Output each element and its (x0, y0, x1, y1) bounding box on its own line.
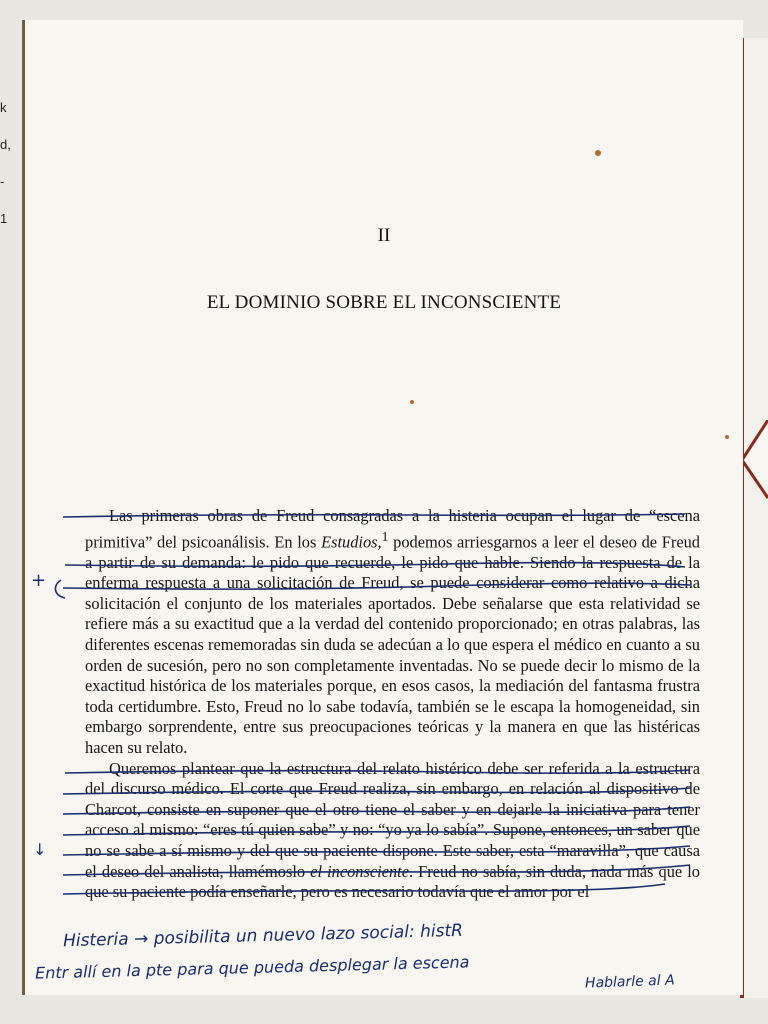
paper-spot (595, 150, 601, 156)
facing-page-edge (740, 38, 768, 998)
paragraph (85, 759, 700, 903)
paragraph-text: Las primeras obras de Freud consagradas a la histeria ocupan el lugar de “escena primitiva” del psicoanálisis. En los (85, 506, 700, 552)
handwritten-note-line-2: Entr allí en la pte para que pueda desplegar la escena (34, 952, 470, 983)
paper-spot (725, 435, 729, 439)
body-text (85, 506, 700, 903)
chapter-title: EL DOMINIO SOBRE EL INCONSCIENTE (206, 292, 562, 313)
paragraph (85, 506, 700, 759)
handwritten-note-line-3: Hablarle al A (584, 972, 675, 992)
spine-marks (0, 100, 18, 248)
handwritten-note-line-1: Histeria → posibilita un nuevo lazo social: histR (62, 920, 464, 952)
spine-mark: k (0, 100, 7, 115)
footnote-marker: 1 (381, 528, 389, 544)
paper-spot (410, 400, 414, 404)
italic-text: el inconsciente (310, 861, 409, 881)
margin-star-mark: + (31, 570, 47, 591)
italic-text: Estudios, (321, 532, 382, 552)
spine-mark: 1 (0, 211, 8, 226)
book-page (22, 20, 743, 995)
margin-arrow-mark: ↓ (33, 840, 47, 859)
spine-mark: d, (0, 137, 11, 152)
paragraph-text: . Freud no sabía, sin duda, nada más que lo que su paciente podía enseñarle, pero es necesario todavía que el amor por el (85, 861, 700, 902)
paragraph-text: Queremos plantear que la estructura del relato histérico debe ser referida a la estructura del discurso médico. El corte que Freud realiza, sin embargo, en relación al dispositivo de Charcot, consiste en suponer que el otro tiene el saber y en dejarle la iniciativa para tener acceso al mismo: “eres tú quien sabe” y no: “yo ya lo sabía”. Supone, entonces, un saber que no se sabe a sí mismo y del que su paciente dispone. Este saber, esta “maravilla”, que causa el deseo del analista, llamémoslo (85, 758, 700, 881)
paragraph-text: podemos arriesgarnos a leer el deseo de Freud a partir de su demanda: le pido que recuerde, le pido que hable. Siendo la respuesta de la enferma respuesta a una solicitación de Freud, se puede considerar como relativo a dicha solicitación el conjunto de los materiales aportados. Debe señalarse que esta relatividad se refiere más a su exactitud que a la verdad del contenido proporcionado; en otras palabras, las diferentes escenas rememoradas sin duda se adecúan a lo que espera el médico en cuanto a su orden de sucesión, pero no son completamente inventadas. No se puede decir lo mismo de la exactitud histórica de los materiales porque, en esos casos, la mediación del fantasma frustra toda certidumbre. Esto, Freud no lo sabe todavía, también se le escapa la homogeneidad, sin embargo sorprendente, entre sus preocupaciones teóricas y la manera en que las histéricas hacen su relato. (85, 532, 700, 757)
chapter-number: II (377, 225, 391, 246)
spine-mark: - (0, 174, 5, 189)
